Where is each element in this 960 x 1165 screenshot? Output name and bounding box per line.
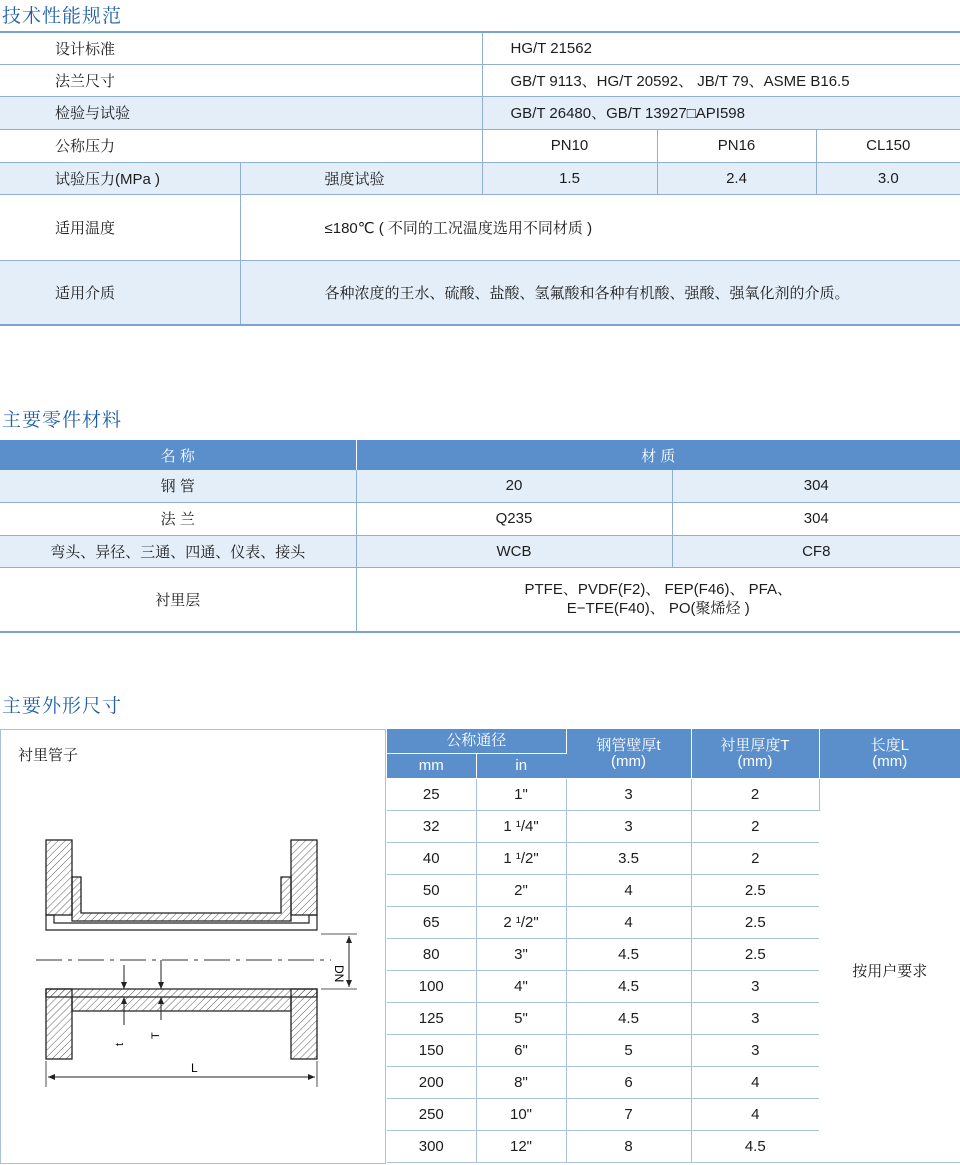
material-part-name: 弯头、异径、三通、四通、仪表、接头 xyxy=(0,535,356,567)
material-value: 304 xyxy=(672,502,960,535)
cell-wall: 4.5 xyxy=(566,971,691,1003)
cell-wall: 5 xyxy=(566,1035,691,1067)
materials-header-row xyxy=(0,440,960,470)
header-length-label: 长度L xyxy=(870,736,909,754)
cell-wall: 6 xyxy=(566,1067,691,1099)
spec-label: 公称压力 xyxy=(0,129,482,162)
spec-value: GB/T 9113、HG/T 20592、 JB/T 79、ASME B16.5 xyxy=(482,64,960,96)
table-row xyxy=(0,535,960,567)
cell-mm: 32 xyxy=(387,811,476,843)
material-value xyxy=(356,567,960,632)
cell-in: 1 ¹/4" xyxy=(476,811,566,843)
spec-value: HG/T 21562 xyxy=(482,32,960,64)
cell-in: 12" xyxy=(476,1131,566,1163)
lining-material-line2: E−TFE(F40)、 PO(聚烯烃 ) xyxy=(566,600,750,618)
spec-value: ≤180℃ ( 不同的工况温度选用不同材质 ) xyxy=(240,194,960,260)
header-wall-label: 钢管壁厚t xyxy=(596,736,661,754)
cell-lining: 2.5 xyxy=(691,939,819,971)
cell-in: 3" xyxy=(476,939,566,971)
cell-lining: 3 xyxy=(691,1035,819,1067)
cell-mm: 250 xyxy=(387,1099,476,1131)
spec-value: PN16 xyxy=(657,129,816,162)
header-length xyxy=(819,729,960,779)
material-value: Q235 xyxy=(356,502,672,535)
table-row xyxy=(0,502,960,535)
material-value: WCB xyxy=(356,535,672,567)
dimensions-header-row-1 xyxy=(387,729,960,754)
header-in: in xyxy=(476,754,566,779)
material-value: CF8 xyxy=(672,535,960,567)
drawing-label: 衬里管子 xyxy=(18,747,79,764)
materials-header-name: 名 称 xyxy=(0,440,356,470)
material-part-name: 钢 管 xyxy=(0,470,356,502)
cell-mm: 200 xyxy=(387,1067,476,1099)
material-part-name: 衬里层 xyxy=(0,567,356,632)
dimensions-table xyxy=(387,729,960,1163)
cell-wall: 3 xyxy=(566,779,691,811)
cell-lining: 2.5 xyxy=(691,875,819,907)
cell-mm: 40 xyxy=(387,843,476,875)
material-value: 20 xyxy=(356,470,672,502)
cell-length: 按用户要求 xyxy=(819,779,960,1163)
materials-section-title: 主要零件材料 xyxy=(2,410,123,431)
spec-value: 2.4 xyxy=(657,162,816,194)
cell-lining: 2 xyxy=(691,779,819,811)
spec-value: 1.5 xyxy=(482,162,657,194)
cell-lining: 4 xyxy=(691,1067,819,1099)
cell-mm: 125 xyxy=(387,1003,476,1035)
cell-in: 6" xyxy=(476,1035,566,1067)
header-nominal-diameter: 公称通径 xyxy=(387,729,566,754)
cell-lining: 2 xyxy=(691,843,819,875)
spec-table xyxy=(0,31,960,326)
spec-row-flange-size xyxy=(0,64,960,96)
l-mark: L xyxy=(191,1061,198,1075)
spec-row-inspection xyxy=(0,96,960,129)
cell-lining: 2 xyxy=(691,811,819,843)
cell-lining: 3 xyxy=(691,971,819,1003)
cell-mm: 300 xyxy=(387,1131,476,1163)
lined-pipe-drawing xyxy=(31,825,361,1095)
spec-row-temperature xyxy=(0,194,960,260)
table-row xyxy=(0,470,960,502)
cell-in: 8" xyxy=(476,1067,566,1099)
lining-material-line1: PTFE、PVDF(F2)、 FEP(F46)、 PFA、 xyxy=(524,581,793,599)
header-mm: mm xyxy=(387,754,476,779)
cell-lining: 4 xyxy=(691,1099,819,1131)
cell-wall: 4.5 xyxy=(566,939,691,971)
cell-in: 5" xyxy=(476,1003,566,1035)
dimensions-section-title: 主要外形尺寸 xyxy=(2,696,123,717)
cell-lining: 2.5 xyxy=(691,907,819,939)
cell-wall: 4.5 xyxy=(566,1003,691,1035)
cell-wall: 3.5 xyxy=(566,843,691,875)
spec-value: PN10 xyxy=(482,129,657,162)
material-part-name: 法 兰 xyxy=(0,502,356,535)
materials-table xyxy=(0,440,960,633)
spec-label: 法兰尺寸 xyxy=(0,64,482,96)
header-wall-thickness xyxy=(566,729,691,779)
dn-mark: DN xyxy=(332,965,346,983)
spec-label: 试验压力(MPa ) xyxy=(0,162,240,194)
cell-in: 2" xyxy=(476,875,566,907)
cell-mm: 150 xyxy=(387,1035,476,1067)
spec-value: CL150 xyxy=(816,129,960,162)
cell-in: 4" xyxy=(476,971,566,1003)
cell-wall: 4 xyxy=(566,875,691,907)
cell-mm: 50 xyxy=(387,875,476,907)
drawing-panel xyxy=(0,729,386,1164)
spec-row-design-standard xyxy=(0,32,960,64)
material-value: 304 xyxy=(672,470,960,502)
header-lining-thickness xyxy=(691,729,819,779)
header-lining-label: 衬里厚度T xyxy=(720,736,790,754)
cell-in: 1" xyxy=(476,779,566,811)
cell-lining: 4.5 xyxy=(691,1131,819,1163)
spec-section-title: 技术性能规范 xyxy=(2,6,123,27)
cell-wall: 8 xyxy=(566,1131,691,1163)
materials-header-material: 材 质 xyxy=(356,440,960,470)
spec-label: 适用温度 xyxy=(0,194,240,260)
cell-in: 1 ¹/2" xyxy=(476,843,566,875)
spec-row-nominal-pressure xyxy=(0,129,960,162)
spec-value: 3.0 xyxy=(816,162,960,194)
cell-wall: 4 xyxy=(566,907,691,939)
spec-label: 适用介质 xyxy=(0,260,240,325)
table-row xyxy=(387,779,960,811)
spec-value: 各种浓度的王水、硫酸、盐酸、氢氟酸和各种有机酸、强酸、强氧化剂的介质。 xyxy=(240,260,960,325)
header-length-unit: (mm) xyxy=(872,752,908,770)
t-mark: t xyxy=(114,1042,126,1046)
table-row xyxy=(0,567,960,632)
cell-wall: 3 xyxy=(566,811,691,843)
spec-row-medium xyxy=(0,260,960,325)
cell-lining: 3 xyxy=(691,1003,819,1035)
cell-mm: 80 xyxy=(387,939,476,971)
cell-wall: 7 xyxy=(566,1099,691,1131)
cell-in: 2 ¹/2" xyxy=(476,907,566,939)
spec-sublabel: 强度试验 xyxy=(240,162,482,194)
cell-mm: 65 xyxy=(387,907,476,939)
header-lining-unit: (mm) xyxy=(737,752,773,770)
header-wall-unit: (mm) xyxy=(611,752,646,770)
cell-mm: 25 xyxy=(387,779,476,811)
spec-row-test-pressure xyxy=(0,162,960,194)
spec-value: GB/T 26480、GB/T 13927□API598 xyxy=(482,96,960,129)
cell-mm: 100 xyxy=(387,971,476,1003)
cell-in: 10" xyxy=(476,1099,566,1131)
big-t-mark: T xyxy=(150,1032,162,1039)
spec-label: 设计标准 xyxy=(0,32,482,64)
spec-label: 检验与试验 xyxy=(0,96,482,129)
